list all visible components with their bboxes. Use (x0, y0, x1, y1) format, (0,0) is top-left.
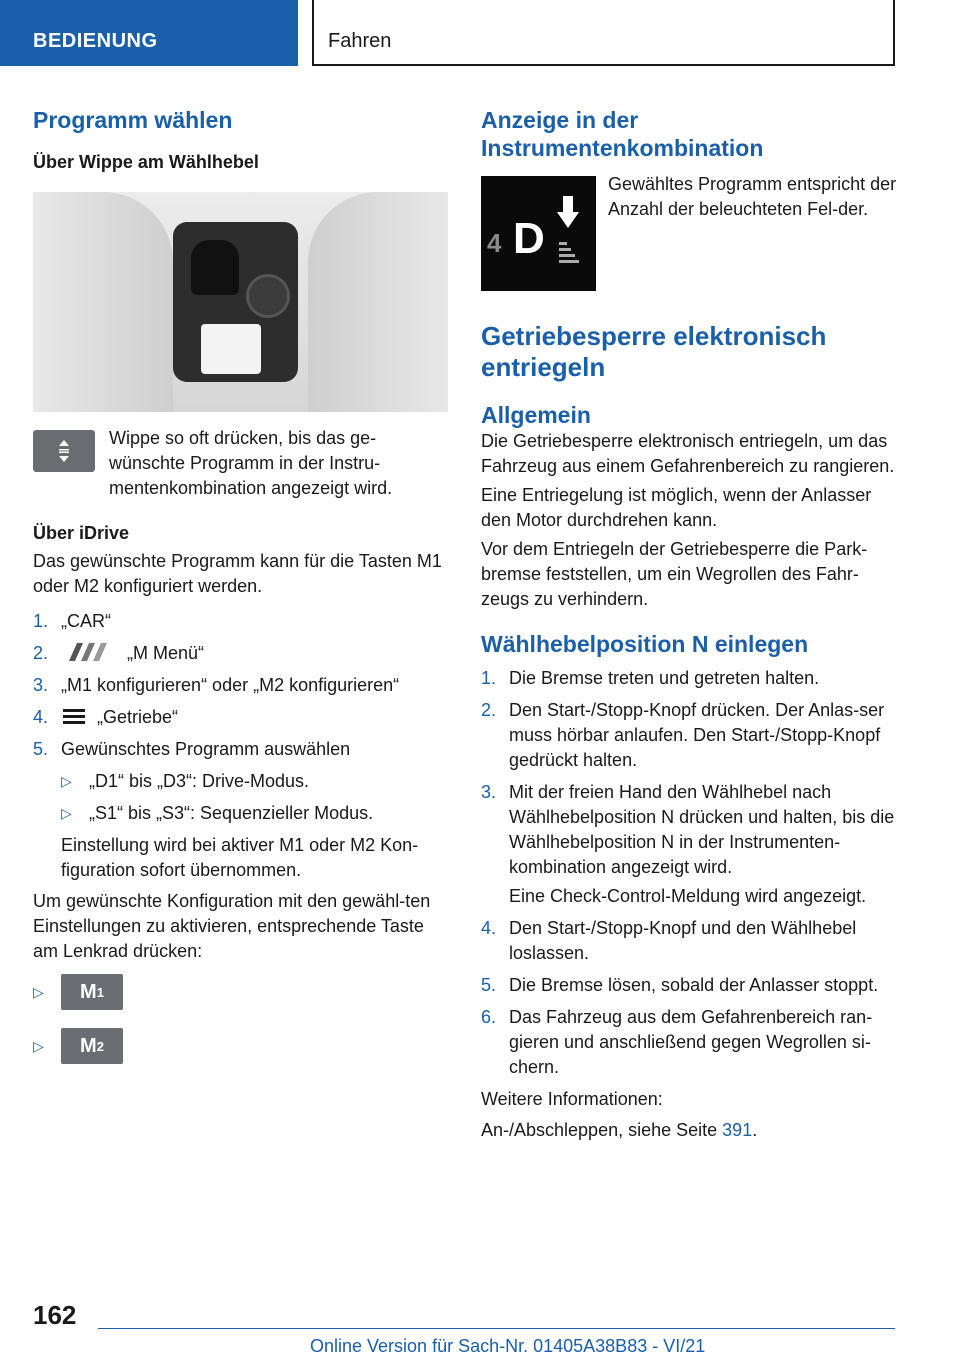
transmission-icon (61, 705, 87, 727)
triangle-bullet-icon: ▷ (61, 773, 72, 789)
list-item: 4. Den Start-/Stopp-Knopf und den Wählhebel loslassen. (481, 918, 857, 963)
list-item: 2. Den Start-/Stopp-Knopf drücken. Der Anlas-ser muss hörbar anlaufen. Den Start-/Stopp-Knopf gedrückt halten. (481, 700, 885, 770)
section-title-anzeige: Anzeige in der Instrumentenkombination (481, 107, 764, 161)
idrive-text: Das gewünschte Programm kann für die Tasten M1 oder M2 konfiguriert werden. (33, 551, 442, 596)
section-title-getriebesperre: Getriebesperre elektronisch entriegeln (481, 321, 827, 382)
program-options (61, 769, 448, 826)
cross-reference: An-/Abschleppen, siehe Seite 391. (481, 1120, 758, 1140)
wippe-instruction (33, 430, 448, 501)
arrow-down-icon (555, 192, 583, 282)
list-item: 3. „M1 konfigurieren“ oder „M2 konfigurieren“ (33, 675, 400, 695)
left-column (33, 100, 448, 1064)
list-item: 1. „CAR“ (33, 611, 111, 631)
subheading-idrive: Über iDrive (33, 523, 130, 543)
more-info-label: Weitere Informationen: (481, 1089, 663, 1109)
config-note: Einstellung wird bei aktiver M1 oder M2 Kon-figuration sofort übernommen. (61, 835, 419, 880)
right-column (481, 100, 901, 1143)
list-item: ▷ „S1“ bis „S3“: Sequenzieller Modus. (61, 801, 448, 826)
m-menu-icon (61, 641, 117, 663)
header-chapter-box (312, 0, 895, 66)
m2-button-row (33, 1028, 448, 1064)
gear-selector-photo (33, 192, 448, 412)
step3-note: Eine Check-Control-Meldung wird angezeigt. (509, 886, 867, 906)
m1-steering-button-icon: M 1 (61, 974, 123, 1010)
display-gear-number: 4 (487, 228, 502, 258)
triangle-bullet-icon: ▷ (33, 983, 44, 1000)
page-link[interactable]: 391 (722, 1120, 753, 1140)
paragraph-2: Eine Entriegelung ist möglich, wenn der Anlasser den Motor durchdrehen kann. (481, 485, 872, 530)
list-item: 6. Das Fahrzeug aus dem Gefahrenbereich ran-gieren und anschließend gegen Wegrollen si-chern. (481, 1007, 873, 1077)
idrive-steps (33, 609, 448, 762)
subheading-wippe: Über Wippe am Wählhebel (33, 152, 259, 172)
header-chapter-label: Fahren (328, 30, 392, 52)
list-item: 2. „M Menü“ (33, 643, 205, 663)
header-section-label: BEDIENUNG (33, 30, 158, 52)
rocker-switch-icon (33, 430, 95, 472)
triangle-bullet-icon: ▷ (33, 1037, 44, 1054)
display-text: Gewähltes Programm entspricht der Anzahl der beleuchteten Fel-der. (608, 174, 897, 219)
n-steps (481, 666, 901, 1080)
list-item: 1. Die Bremse treten und getreten halten. (481, 668, 820, 688)
paragraph-1: Die Getriebesperre elektronisch entriegeln, um das Fahrzeug aus einem Gefahrenbereich zu rangieren. (481, 431, 895, 476)
instrument-display-image (481, 176, 596, 291)
page-number: 162 (33, 1300, 77, 1330)
display-gear-letter: D (513, 214, 545, 263)
footer-divider (98, 1328, 895, 1329)
list-item: 5. Gewünschtes Programm auswählen (33, 739, 351, 759)
m1-button-row (33, 974, 448, 1010)
wippe-text: Wippe so oft drücken, bis das ge-wünschte Programm in der Instru-mentenkombination angezeigt wird. (109, 428, 393, 498)
list-item: ▷ „D1“ bis „D3“: Drive-Modus. (61, 769, 448, 794)
paragraph-3: Vor dem Entriegeln der Getriebesperre die Park-bremse feststellen, um ein Wegrollen des Fahr-zeugs zu verhindern. (481, 539, 868, 609)
list-item: 3. Mit der freien Hand den Wählhebel nach Wählhebelposition N drücken und halten, bis die Wählhebelposition N in der Instrumenten-kombination angezeigt wird. (481, 782, 895, 877)
list-item: 5. Die Bremse lösen, sobald der Anlasser stoppt. (481, 975, 879, 995)
subheading-allgemein: Allgemein (481, 402, 591, 428)
m2-steering-button-icon: M 2 (61, 1028, 123, 1064)
activate-text: Um gewünschte Konfiguration mit den gewähl-ten Einstellungen zu aktivieren, entsprechende Taste am Lenkrad drücken: (33, 891, 431, 961)
list-item: 4. „Getriebe“ (33, 707, 179, 727)
footer-version-text: Online Version für Sach-Nr. 01405A38B83 - VI/21 (310, 1336, 706, 1356)
header-section-tab (0, 0, 298, 66)
display-explanation (481, 176, 901, 291)
triangle-bullet-icon: ▷ (61, 805, 72, 821)
subheading-n-position: Wählhebelposition N einlegen (481, 631, 809, 657)
section-title-programm: Programm wählen (33, 107, 233, 133)
